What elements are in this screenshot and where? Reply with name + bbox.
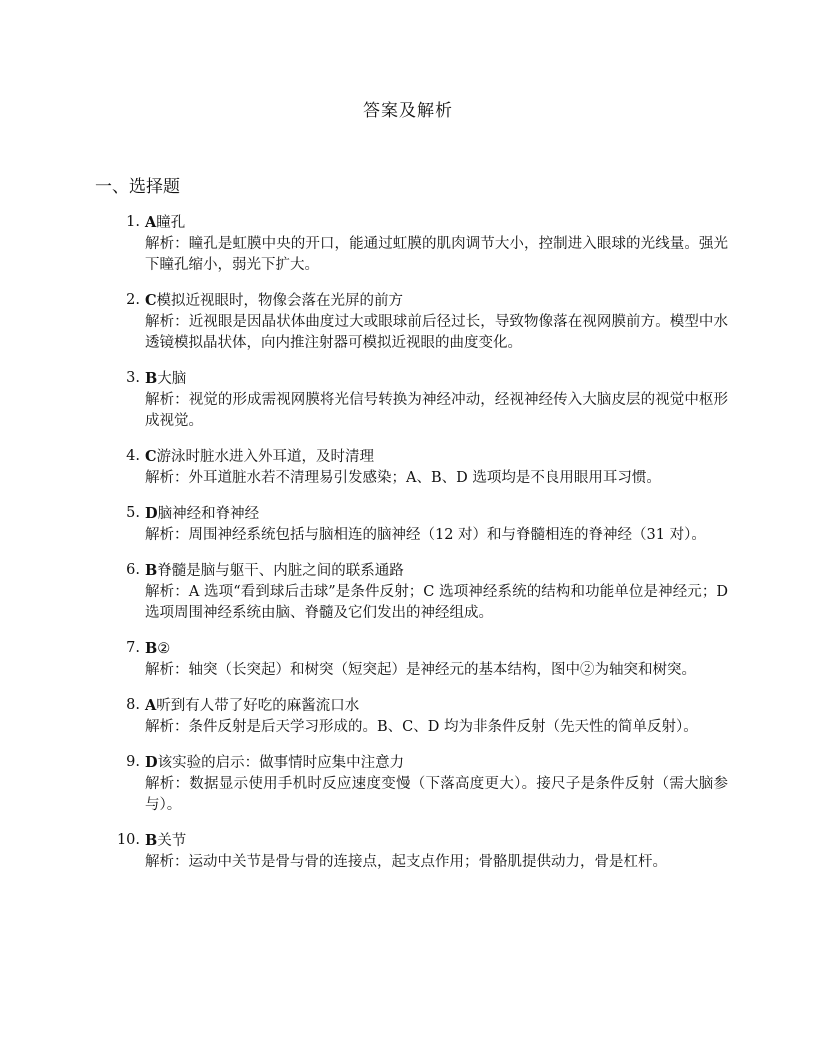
- answer-text: 关节: [157, 833, 187, 849]
- question-answer: [145, 695, 728, 717]
- explain-prefix: 解析：: [145, 314, 189, 330]
- question-item: [118, 638, 728, 681]
- question-answer: [145, 290, 728, 312]
- question-explanation: [145, 390, 728, 432]
- question-explanation: [145, 582, 728, 624]
- explain-text: 外耳道脏水若不清理易引发感染；A、B、D 选项均是不良用眼用耳习惯。: [188, 470, 661, 486]
- page-title: 答案及解析: [363, 101, 453, 121]
- question-item: [118, 503, 728, 546]
- explain-text: 条件反射是后天学习形成的。B、C、D 均为非条件反射（先天性的简单反射）。: [188, 719, 698, 735]
- question-answer: [145, 638, 728, 660]
- explain-prefix: 解析：: [145, 392, 189, 408]
- answer-text: 脊髓是脑与躯干、内脏之间的联系通路: [157, 563, 404, 579]
- explain-text: 运动中关节是骨与骨的连接点，起支点作用；骨骼肌提供动力，骨是杠杆。: [188, 854, 667, 870]
- explain-prefix: 解析：: [145, 854, 189, 870]
- explain-text: 轴突（长突起）和树突（短突起）是神经元的基本结构，图中②为轴突和树突。: [188, 662, 696, 678]
- explain-text: 近视眼是因晶状体曲度过大或眼球前后径过长，导致物像落在视网膜前方。模型中水透镜模拟晶状体，向内推注射器可模拟近视眼的曲度变化。: [145, 314, 729, 351]
- section-heading: 一、选择题: [95, 177, 180, 197]
- explain-prefix: 解析：: [145, 719, 189, 735]
- answer-letter: D: [145, 754, 158, 771]
- question-item: [118, 695, 728, 738]
- question-item: [118, 368, 728, 432]
- question-number: 1.: [126, 214, 140, 230]
- explain-text: 周围神经系统包括与脑相连的脑神经（12 对）和与脊髓相连的脊神经（31 对）。: [188, 527, 706, 543]
- answer-letter: B: [145, 832, 158, 849]
- question-item: [118, 290, 728, 354]
- question-answer: [145, 560, 728, 582]
- answer-text: 瞳孔: [156, 215, 186, 231]
- question-explanation: [145, 852, 728, 873]
- answer-letter: B: [145, 562, 158, 579]
- explain-text: 瞳孔是虹膜中央的开口，能通过虹膜的肌肉调节大小，控制进入眼球的光线量。强光下瞳孔缩小，弱光下扩大。: [145, 236, 729, 273]
- question-number: 10.: [116, 832, 140, 848]
- answer-text: ②: [157, 641, 171, 657]
- answer-text: 游泳时脏水进入外耳道，及时清理: [156, 449, 375, 465]
- question-explanation: [145, 717, 728, 738]
- answer-text: 大脑: [157, 371, 187, 387]
- answer-text: 脑神经和脊神经: [157, 506, 260, 522]
- question-answer: [145, 368, 728, 390]
- question-number: 6.: [126, 562, 140, 578]
- answer-letter: B: [145, 640, 158, 657]
- question-number: 5.: [126, 505, 140, 521]
- answer-text: 听到有人带了好吃的麻酱流口水: [156, 698, 360, 714]
- question-number: 2.: [126, 292, 140, 308]
- explain-prefix: 解析：: [145, 584, 189, 600]
- answer-text: 该实验的启示：做事情时应集中注意力: [157, 755, 405, 771]
- explain-prefix: 解析：: [145, 527, 189, 543]
- explain-text: 数据显示使用手机时反应速度变慢（下落高度更大）。接尺子是条件反射（需大脑参与）。: [145, 776, 729, 813]
- answer-letter: A: [145, 697, 157, 714]
- question-number: 3.: [126, 370, 140, 386]
- question-item: [118, 560, 728, 624]
- question-item: [118, 752, 728, 816]
- question-item: [118, 212, 728, 276]
- question-explanation: [145, 234, 728, 276]
- question-number: 8.: [126, 697, 140, 713]
- explain-text: 视觉的形成需视网膜将光信号转换为神经冲动，经视神经传入大脑皮层的视觉中枢形成视觉。: [145, 392, 729, 429]
- answer-text: 模拟近视眼时，物像会落在光屏的前方: [156, 293, 404, 309]
- question-number: 4.: [126, 448, 140, 464]
- explain-prefix: 解析：: [145, 236, 189, 252]
- explain-prefix: 解析：: [145, 470, 189, 486]
- question-explanation: [145, 468, 728, 489]
- question-answer: [145, 752, 728, 774]
- explain-prefix: 解析：: [145, 776, 190, 792]
- answer-letter: D: [145, 505, 158, 522]
- explain-prefix: 解析：: [145, 662, 189, 678]
- question-list: [118, 212, 728, 887]
- answer-letter: B: [145, 370, 158, 387]
- question-item: [118, 830, 728, 873]
- question-answer: [145, 830, 728, 852]
- question-explanation: [145, 774, 728, 816]
- explain-text: A 选项“看到球后击球”是条件反射；C 选项神经系统的结构和功能单位是神经元；D 选项周围神经系统由脑、脊髓及它们发出的神经组成。: [145, 584, 729, 621]
- question-explanation: [145, 312, 728, 354]
- question-number: 7.: [126, 640, 140, 656]
- question-number: 9.: [126, 754, 140, 770]
- question-answer: [145, 446, 728, 468]
- answer-letter: A: [145, 214, 157, 231]
- question-item: [118, 446, 728, 489]
- question-answer: [145, 503, 728, 525]
- question-explanation: [145, 525, 728, 546]
- question-explanation: [145, 660, 728, 681]
- answer-letter: C: [145, 292, 157, 309]
- answer-letter: C: [145, 448, 157, 465]
- question-answer: [145, 212, 728, 234]
